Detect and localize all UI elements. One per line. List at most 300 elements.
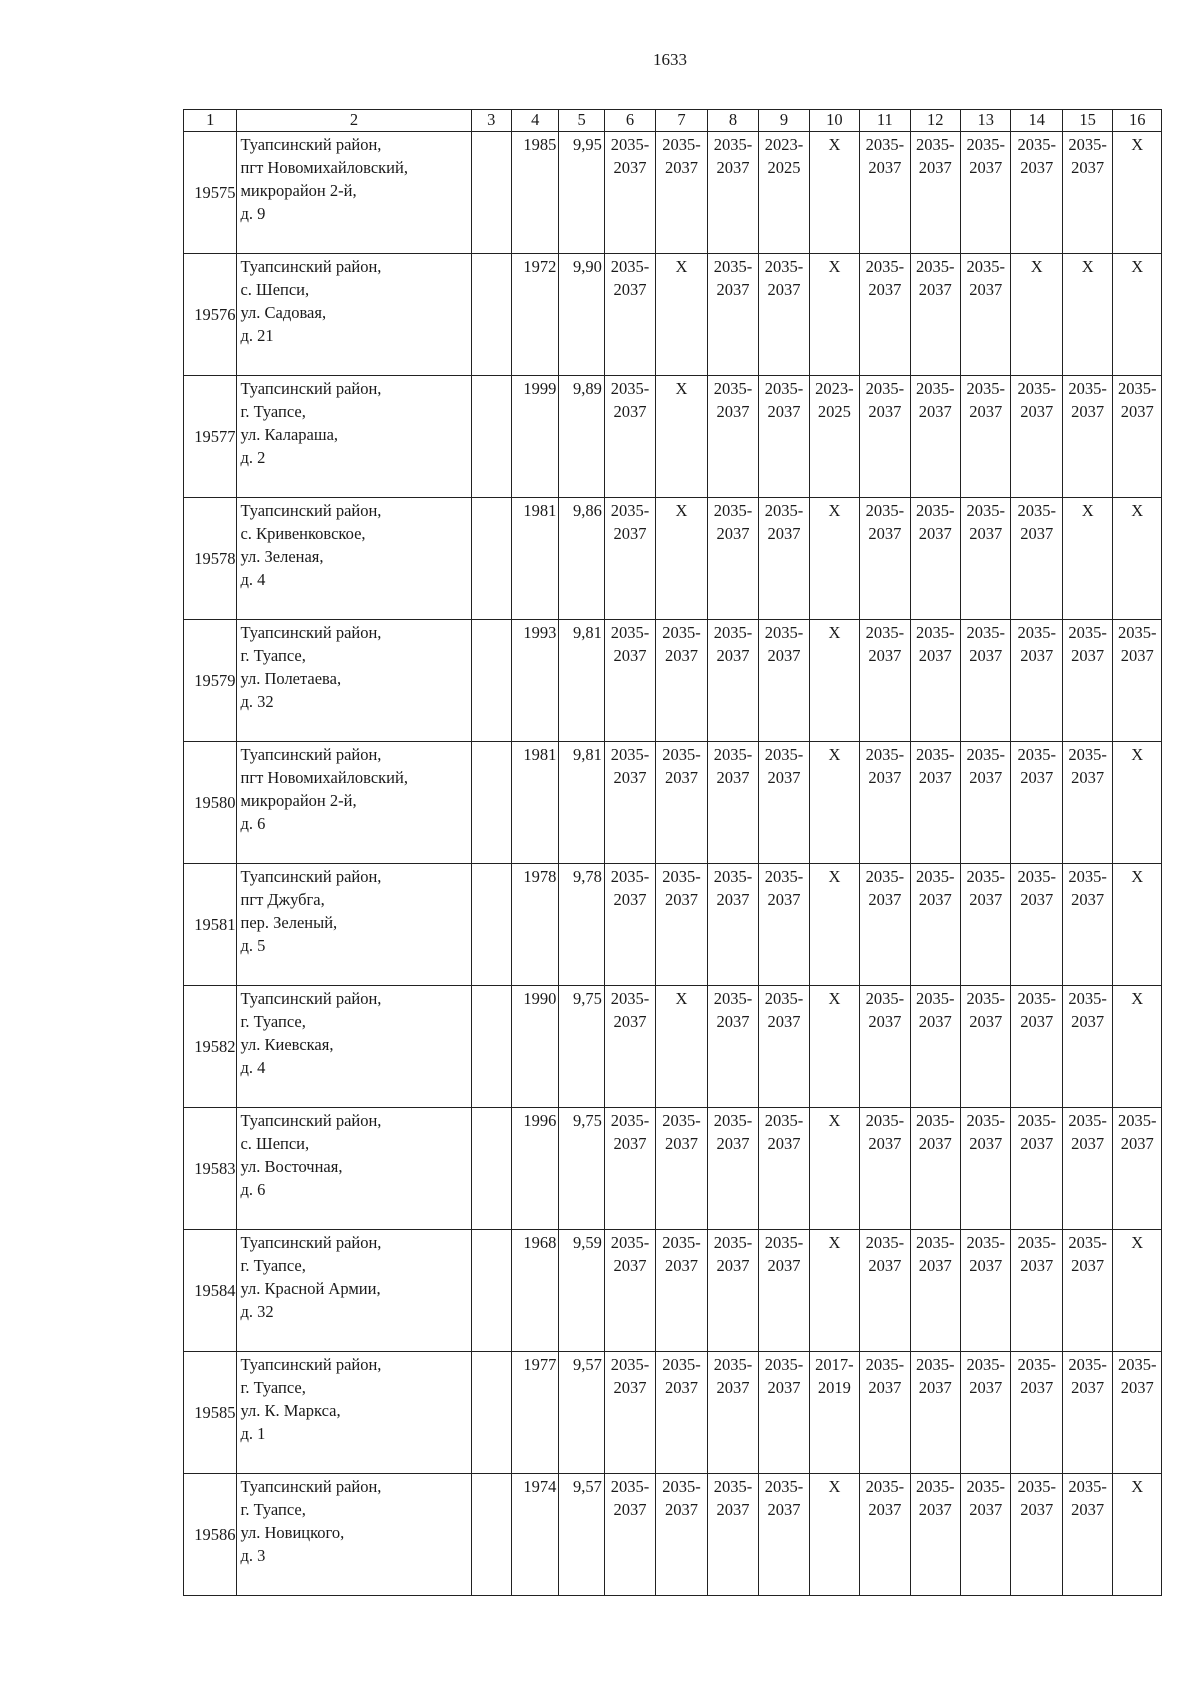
address-line: д. 5	[240, 936, 266, 955]
period-part: X	[828, 501, 841, 520]
period-cell	[1011, 254, 1062, 376]
period-part: 2037	[716, 768, 750, 787]
address-line: г. Туапсе,	[240, 1012, 306, 1031]
period-cell	[910, 498, 960, 620]
period-part: 2037	[868, 158, 902, 177]
period-part: 2037	[1071, 890, 1105, 909]
period-part: 2035-	[916, 257, 955, 276]
column-3-cell	[471, 1230, 511, 1352]
period-part: 2037	[969, 524, 1003, 543]
column-header-9: 9	[759, 110, 809, 132]
column-3-cell	[471, 1474, 511, 1596]
period-cell	[1011, 376, 1062, 498]
period-part: 2035-	[662, 135, 701, 154]
period-part: 2037	[868, 402, 902, 421]
column-header-16: 16	[1113, 110, 1162, 132]
period-cell	[1113, 254, 1162, 376]
period-cell	[961, 620, 1011, 742]
period-cell	[759, 742, 809, 864]
row-id: 19577	[184, 376, 237, 498]
period-part: 2037	[868, 1012, 902, 1031]
address-line: д. 4	[240, 570, 266, 589]
period-cell	[1011, 1108, 1062, 1230]
period-cell	[961, 254, 1011, 376]
period-cell	[656, 1108, 707, 1230]
row-id: 19579	[184, 620, 237, 742]
period-cell	[1113, 1230, 1162, 1352]
address-cell	[237, 498, 471, 620]
period-part: 2019	[817, 1378, 851, 1397]
period-part: 2037	[969, 280, 1003, 299]
period-cell	[604, 864, 655, 986]
period-part: 2035-	[764, 1233, 804, 1252]
period-cell	[604, 1108, 655, 1230]
period-part: 2035-	[610, 623, 650, 642]
period-cell	[1113, 1352, 1162, 1474]
address-cell	[237, 864, 471, 986]
period-part: 2037	[1020, 1378, 1054, 1397]
address-line: с. Шепси,	[240, 280, 310, 299]
address-cell	[237, 620, 471, 742]
period-cell	[1113, 1474, 1162, 1596]
period-cell	[1062, 1230, 1112, 1352]
period-part: 2037	[613, 1012, 647, 1031]
period-part: 2035-	[610, 989, 650, 1008]
year-cell: 1996	[511, 1108, 558, 1230]
period-part: 2037	[613, 1256, 647, 1275]
column-3-cell	[471, 254, 511, 376]
column-header-3: 3	[471, 110, 511, 132]
period-part: 2035-	[966, 257, 1005, 276]
year-cell: 1977	[511, 1352, 558, 1474]
period-part: 2037	[767, 280, 801, 299]
period-part: X	[675, 379, 688, 398]
index-cell: 9,59	[559, 1230, 604, 1352]
address-line: с. Кривенковское,	[240, 524, 366, 543]
address-cell	[237, 742, 471, 864]
address-line: г. Туапсе,	[240, 646, 306, 665]
period-cell	[759, 1352, 809, 1474]
period-cell	[1062, 498, 1112, 620]
column-header-4: 4	[511, 110, 558, 132]
period-cell	[860, 1230, 910, 1352]
column-header-7: 7	[656, 110, 707, 132]
page-number: 1633	[653, 50, 687, 69]
row-id: 19583	[184, 1108, 237, 1230]
row-id: 19586	[184, 1474, 237, 1596]
period-part: 2035-	[916, 623, 955, 642]
period-cell	[656, 986, 707, 1108]
address-line: Туапсинский район,	[240, 501, 382, 520]
period-part: 2037	[868, 890, 902, 909]
period-part: 2035-	[865, 379, 905, 398]
period-cell	[961, 498, 1011, 620]
address-cell	[237, 132, 471, 254]
period-part: 2037	[613, 646, 647, 665]
column-header-5: 5	[559, 110, 604, 132]
period-cell	[910, 620, 960, 742]
period-part: 2035-	[713, 257, 753, 276]
period-cell	[1062, 986, 1112, 1108]
period-part: 2037	[1020, 158, 1054, 177]
address-line: г. Туапсе,	[240, 1256, 306, 1275]
period-part: X	[828, 1233, 841, 1252]
period-part: 2037	[868, 1500, 902, 1519]
period-part: 2037	[1071, 1134, 1105, 1153]
period-part: 2037	[1020, 890, 1054, 909]
period-part: 2037	[1071, 1378, 1105, 1397]
address-line: Туапсинский район,	[240, 1233, 382, 1252]
period-part: X	[828, 989, 841, 1008]
period-cell	[1113, 132, 1162, 254]
period-cell	[860, 376, 910, 498]
period-part: 2035-	[966, 501, 1005, 520]
period-part: 2037	[918, 890, 952, 909]
address-cell	[237, 376, 471, 498]
period-part: 2035-	[966, 135, 1005, 154]
period-part: 2037	[613, 890, 647, 909]
address-line: ул. Полетаева,	[240, 669, 342, 688]
year-cell: 1968	[511, 1230, 558, 1352]
period-cell	[809, 742, 859, 864]
period-cell	[656, 620, 707, 742]
period-part: 2035-	[1068, 379, 1107, 398]
year-cell: 1999	[511, 376, 558, 498]
period-cell	[707, 254, 758, 376]
period-part: 2037	[767, 1378, 801, 1397]
period-part: 2035-	[713, 1111, 753, 1130]
period-part: 2035-	[713, 1477, 753, 1496]
row-id: 19578	[184, 498, 237, 620]
column-header-6: 6	[604, 110, 655, 132]
period-part: X	[1030, 257, 1043, 276]
address-line: д. 6	[240, 814, 266, 833]
period-cell	[604, 1352, 655, 1474]
period-cell	[604, 132, 655, 254]
period-cell	[1011, 1352, 1062, 1474]
year-cell: 1972	[511, 254, 558, 376]
period-part: 2035-	[610, 501, 650, 520]
period-part: 2035-	[966, 745, 1005, 764]
period-cell	[809, 620, 859, 742]
period-part: 2035-	[662, 623, 701, 642]
period-part: 2017-	[815, 1355, 854, 1374]
period-cell	[656, 864, 707, 986]
address-line: г. Туапсе,	[240, 402, 306, 421]
header-row	[184, 110, 1162, 132]
address-line: с. Шепси,	[240, 1134, 310, 1153]
period-part: 2037	[918, 1134, 952, 1153]
period-cell	[604, 376, 655, 498]
period-part: 2035-	[1068, 745, 1107, 764]
period-part: 2037	[613, 1134, 647, 1153]
address-line: д. 2	[240, 448, 266, 467]
period-part: X	[675, 257, 688, 276]
period-cell	[961, 132, 1011, 254]
period-cell	[860, 498, 910, 620]
period-part: 2035-	[1017, 379, 1056, 398]
period-part: 2035-	[764, 379, 804, 398]
address-line: Туапсинский район,	[240, 257, 382, 276]
address-line: Туапсинский район,	[240, 1355, 382, 1374]
period-part: 2035-	[1017, 135, 1056, 154]
period-cell	[860, 986, 910, 1108]
address-line: ул. К. Маркса,	[240, 1401, 341, 1420]
address-cell	[237, 1108, 471, 1230]
address-line: Туапсинский район,	[240, 989, 382, 1008]
period-part: X	[828, 1477, 841, 1496]
period-cell	[860, 1108, 910, 1230]
period-cell	[759, 1108, 809, 1230]
period-part: 2037	[969, 1378, 1003, 1397]
period-cell	[707, 864, 758, 986]
index-cell: 9,57	[559, 1352, 604, 1474]
period-cell	[759, 132, 809, 254]
period-part: 2035-	[916, 135, 955, 154]
period-part: X	[675, 501, 688, 520]
period-part: 2035-	[764, 867, 804, 886]
period-part: 2035-	[610, 1233, 650, 1252]
index-cell: 9,81	[559, 620, 604, 742]
period-part: 2037	[918, 402, 952, 421]
period-part: 2035-	[865, 1477, 905, 1496]
period-part: 2037	[767, 890, 801, 909]
period-cell	[1011, 498, 1062, 620]
period-part: 2037	[1071, 1256, 1105, 1275]
period-cell	[604, 986, 655, 1108]
period-cell	[1113, 620, 1162, 742]
period-part: 2035-	[865, 135, 905, 154]
period-part: 2035-	[1017, 501, 1056, 520]
period-part: 2023-	[764, 135, 804, 154]
year-cell: 1993	[511, 620, 558, 742]
period-cell	[1062, 1352, 1112, 1474]
period-part: 2037	[868, 280, 902, 299]
index-cell: 9,57	[559, 1474, 604, 1596]
year-cell: 1985	[511, 132, 558, 254]
period-cell	[1062, 620, 1112, 742]
period-cell	[961, 1108, 1011, 1230]
period-part: 2035-	[662, 1477, 701, 1496]
address-line: пгт Новомихайловский,	[240, 768, 408, 787]
period-part: 2035-	[764, 623, 804, 642]
period-part: 2035-	[610, 1477, 650, 1496]
period-cell	[1062, 864, 1112, 986]
period-part: 2035-	[610, 257, 650, 276]
table-row	[184, 1230, 1162, 1352]
column-3-cell	[471, 864, 511, 986]
period-part: 2037	[918, 280, 952, 299]
period-cell	[809, 1474, 859, 1596]
period-cell	[1113, 1108, 1162, 1230]
period-cell	[860, 1474, 910, 1596]
period-part: 2035-	[865, 1355, 905, 1374]
period-part: 2037	[716, 1012, 750, 1031]
period-cell	[910, 1352, 960, 1474]
period-part: 2035-	[1017, 1477, 1056, 1496]
period-part: X	[1131, 1233, 1144, 1252]
column-3-cell	[471, 376, 511, 498]
period-cell	[707, 376, 758, 498]
period-part: 2035-	[662, 1111, 701, 1130]
period-part: 2037	[716, 1256, 750, 1275]
period-cell	[961, 1230, 1011, 1352]
index-cell: 9,89	[559, 376, 604, 498]
period-cell	[910, 986, 960, 1108]
period-part: 2035-	[1068, 989, 1107, 1008]
address-line: пер. Зеленый,	[240, 913, 338, 932]
period-part: 2037	[1120, 646, 1154, 665]
period-part: 2037	[767, 768, 801, 787]
address-line: д. 32	[240, 1302, 274, 1321]
period-part: 2037	[868, 646, 902, 665]
period-part: 2037	[767, 1256, 801, 1275]
period-cell	[759, 376, 809, 498]
index-cell: 9,86	[559, 498, 604, 620]
period-cell	[759, 498, 809, 620]
period-cell	[910, 254, 960, 376]
period-cell	[1113, 376, 1162, 498]
period-cell	[809, 864, 859, 986]
index-cell: 9,78	[559, 864, 604, 986]
period-part: 2037	[613, 1500, 647, 1519]
period-part: 2037	[716, 158, 750, 177]
column-header-10: 10	[809, 110, 859, 132]
period-part: 2035-	[1068, 135, 1107, 154]
period-part: 2035-	[662, 867, 701, 886]
period-part: 2035-	[610, 379, 650, 398]
period-part: 2035-	[1017, 745, 1056, 764]
period-part: 2037	[716, 890, 750, 909]
period-part: 2035-	[1017, 867, 1056, 886]
period-cell	[809, 132, 859, 254]
period-part: 2035-	[1068, 1355, 1107, 1374]
address-line: ул. Восточная,	[240, 1157, 343, 1176]
period-cell	[707, 1230, 758, 1352]
period-part: 2035-	[865, 501, 905, 520]
period-part: 2037	[767, 646, 801, 665]
period-part: 2035-	[966, 867, 1005, 886]
period-cell	[604, 1230, 655, 1352]
period-part: 2035-	[966, 379, 1005, 398]
period-cell	[604, 1474, 655, 1596]
address-line: д. 1	[240, 1424, 266, 1443]
column-3-cell	[471, 132, 511, 254]
period-part: 2037	[767, 402, 801, 421]
period-part: X	[1131, 257, 1144, 276]
period-cell	[1113, 498, 1162, 620]
period-cell	[1113, 986, 1162, 1108]
period-part: 2037	[767, 1500, 801, 1519]
column-3-cell	[471, 498, 511, 620]
period-part: 2037	[969, 1134, 1003, 1153]
period-part: 2037	[716, 280, 750, 299]
period-part: 2035-	[865, 745, 905, 764]
period-part: 2035-	[1017, 1355, 1056, 1374]
period-part: 2035-	[610, 745, 650, 764]
period-part: X	[828, 745, 841, 764]
period-cell	[910, 742, 960, 864]
address-cell	[237, 254, 471, 376]
period-cell	[707, 132, 758, 254]
table-row	[184, 1474, 1162, 1596]
period-part: 2025	[817, 402, 851, 421]
period-cell	[656, 1230, 707, 1352]
period-part: 2037	[1020, 1500, 1054, 1519]
period-cell	[656, 742, 707, 864]
period-cell	[961, 376, 1011, 498]
address-cell	[237, 1474, 471, 1596]
period-part: 2037	[767, 1012, 801, 1031]
table-row	[184, 254, 1162, 376]
period-part: 2037	[918, 1256, 952, 1275]
address-line: д. 3	[240, 1546, 266, 1565]
period-part: 2035-	[966, 1233, 1005, 1252]
table-row	[184, 132, 1162, 254]
period-part: 2035-	[1068, 867, 1107, 886]
period-cell	[707, 498, 758, 620]
address-line: пгт Новомихайловский,	[240, 158, 408, 177]
period-part: 2035-	[713, 501, 753, 520]
period-cell	[1062, 376, 1112, 498]
period-part: X	[1131, 501, 1144, 520]
period-part: 2035-	[966, 1111, 1005, 1130]
column-header-8: 8	[707, 110, 758, 132]
period-part: 2035-	[764, 1355, 804, 1374]
column-3-cell	[471, 620, 511, 742]
period-part: 2037	[613, 280, 647, 299]
period-part: 2037	[613, 1378, 647, 1397]
period-part: 2037	[969, 402, 1003, 421]
column-header-14: 14	[1011, 110, 1062, 132]
period-part: 2037	[1020, 1012, 1054, 1031]
period-cell	[860, 864, 910, 986]
period-part: 2035-	[966, 1355, 1005, 1374]
period-part: X	[1131, 1477, 1144, 1496]
period-cell	[759, 986, 809, 1108]
index-cell: 9,90	[559, 254, 604, 376]
period-cell	[759, 254, 809, 376]
period-part: 2035-	[713, 379, 753, 398]
period-cell	[860, 132, 910, 254]
period-part: 2035-	[865, 867, 905, 886]
period-part: 2035-	[1068, 1111, 1107, 1130]
period-part: 2037	[665, 890, 699, 909]
period-cell	[707, 1352, 758, 1474]
period-cell	[1011, 1474, 1062, 1596]
address-line: г. Туапсе,	[240, 1378, 306, 1397]
table-row	[184, 742, 1162, 864]
address-line: ул. Калараша,	[240, 425, 339, 444]
period-cell	[604, 254, 655, 376]
period-part: 2037	[613, 768, 647, 787]
address-line: д. 9	[240, 204, 266, 223]
period-part: 2037	[716, 646, 750, 665]
period-part: 2035-	[916, 1355, 955, 1374]
column-3-cell	[471, 986, 511, 1108]
period-part: 2035-	[764, 745, 804, 764]
period-cell	[1062, 1108, 1112, 1230]
address-line: Туапсинский район,	[240, 1477, 382, 1496]
period-part: 2035-	[764, 989, 804, 1008]
period-cell	[1062, 254, 1112, 376]
period-cell	[656, 254, 707, 376]
period-part: X	[828, 867, 841, 886]
table-row	[184, 498, 1162, 620]
address-line: г. Туапсе,	[240, 1500, 306, 1519]
period-part: 2035-	[764, 1111, 804, 1130]
period-part: 2035-	[1117, 1111, 1157, 1130]
